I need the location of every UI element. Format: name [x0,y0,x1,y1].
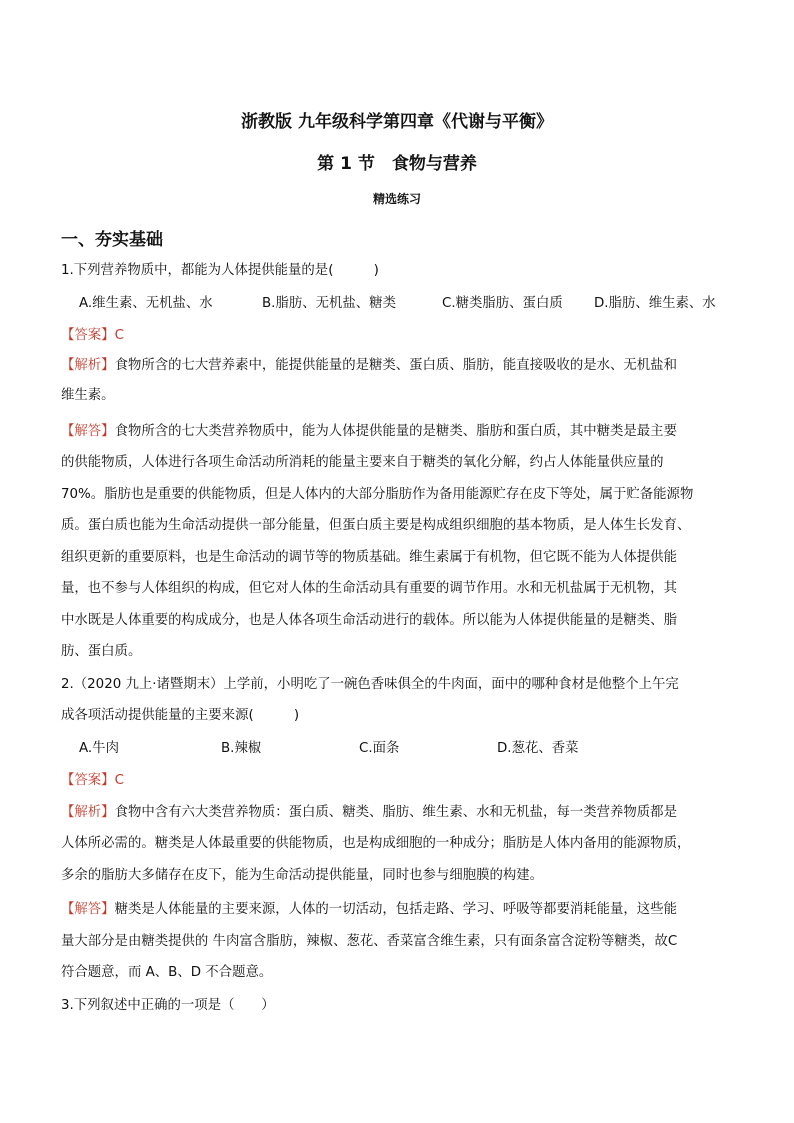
solution-tag: 【解答】 [61,902,115,917]
answer-tag: 【答案】 [61,328,115,343]
q1-solution-line: 肪、蛋白质。 [61,644,142,659]
q3-stem: 3.下列叙述中正确的一项是（ ） [61,998,275,1013]
q2-option-b: B.辣椒 [221,741,262,756]
solution-tag: 【解答】 [61,424,115,439]
q2-stem: 成各项活动提供能量的主要来源( ) [61,708,300,723]
analysis-tag: 【解析】 [61,358,115,373]
q1-solution-line: 70%。脂肪也是重要的供能物质，但是人体内的大部分脂肪作为备用能源贮存在皮下等处，属于贮备能源物 [61,487,694,502]
q1-option-b: B.脂肪、无机盐、糖类 [262,296,396,311]
q2-solution-line: 【解答】糖类是人体能量的主要来源，人体的一切活动，包括走路、学习、呼吸等都要消耗能量，这些能 [61,902,677,917]
answer-tag: 【答案】 [61,773,115,788]
analysis-tag: 【解析】 [61,805,115,820]
q1-solution-line: 量，也不参与人体组织的构成，但它对人体的生命活动具有重要的调节作用。水和无机盐属于无机物，其 [61,581,677,596]
document-title: 浙教版 九年级科学第四章《代谢与平衡》 [241,112,553,132]
q2-analysis-line: 人体所必需的。糖类是人体最重要的供能物质，也是构成细胞的一种成分；脂肪是人体内备用的能源物质， [61,836,691,851]
q1-solution-line: 质。蛋白质也能为生命活动提供一部分能量，但蛋白质主要是构成组织细胞的基本物质，是人体生长发育、 [61,518,691,533]
q2-option-d: D.葱花、香菜 [497,741,579,756]
answer-value: C [114,328,124,343]
q1-solution-line: 的供能物质，人体进行各项生命活动所消耗的能量主要来自于糖类的氧化分解，约占人体能量供应量的 [61,455,664,470]
q1-stem: 1.下列营养物质中，都能为人体提供能量的是( ) [61,263,379,278]
q2-option-c: C.面条 [359,741,400,756]
subtitle: 精选练习 [372,192,421,206]
q2-solution-line: 量大部分是由糖类提供的 牛肉富含脂肪，辣椒、葱花、香菜富含维生素，只有面条富含淀粉等糖类，故C [61,934,678,949]
q1-answer [61,326,741,346]
section-title: 第 1 节 食物与营养 [317,154,477,174]
q1-option-c: C.糖类脂肪、蛋白质 [442,296,563,311]
part-heading: 一、夯实基础 [61,230,163,250]
q1-analysis-line: 维生素。 [61,388,115,403]
q1-solution-line: 【解答】食物所含的七大类营养物质中，能为人体提供能量的是糖类、脂肪和蛋白质，其中糖类是最主要 [61,424,677,439]
q2-answer [61,771,741,791]
q1-solution-line: 中水既是人体重要的构成成分，也是人体各项生命活动进行的载体。所以能为人体提供能量的是糖类、脂 [61,613,677,628]
q1-solution-line: 组织更新的重要原料，也是生命活动的调节等的物质基础。维生素属于有机物，但它既不能为人体提供能 [61,550,677,565]
q2-analysis-line: 【解析】食物中含有六大类营养物质：蛋白质、糖类、脂肪、维生素、水和无机盐，每一类营养物质都是 [61,805,677,820]
answer-value: C [114,773,124,788]
q1-option-a: A.维生素、无机盐、水 [79,296,213,311]
q1-analysis-line: 【解析】食物所含的七大营养素中，能提供能量的是糖类、蛋白质、脂肪，能直接吸收的是水、无机盐和 [61,358,677,373]
q2-analysis-line: 多余的脂肪大多储存在皮下，能为生命活动提供能量，同时也参与细胞膜的构建。 [61,868,544,883]
q2-stem: 2.（2020 九上·诸暨期末）上学前，小明吃了一碗色香味俱全的牛肉面，面中的哪种食材是他整个上午完 [61,677,679,692]
q2-option-a: A.牛肉 [79,741,119,756]
q2-solution-line: 符合题意，而 A、B、D 不合题意。 [61,965,273,980]
q1-option-d: D.脂肪、维生素、水 [594,296,716,311]
